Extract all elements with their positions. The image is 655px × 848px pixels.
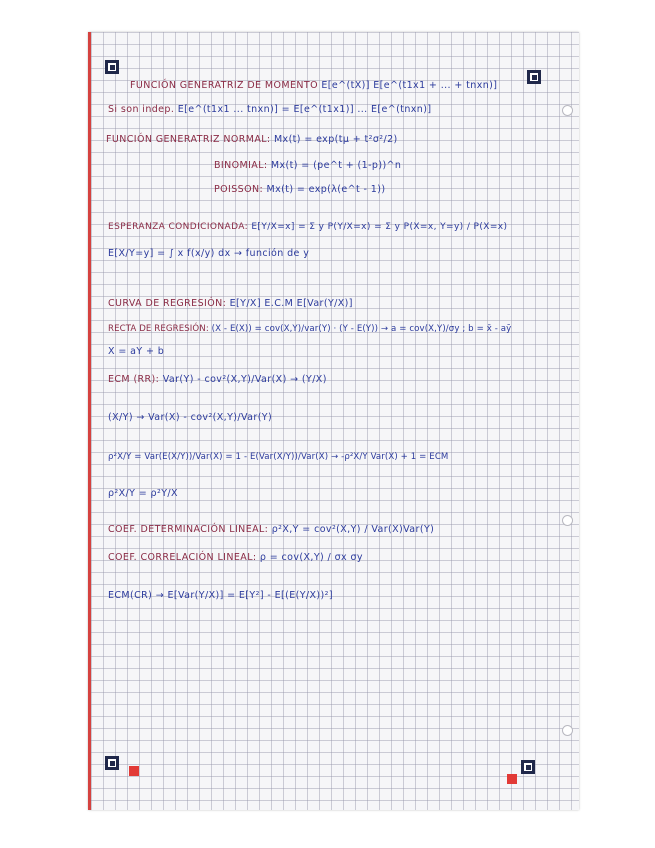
note-text: Mx(t) = (pe^t + (1-p))^n (267, 160, 402, 171)
corner-marker-bottom-left (105, 756, 119, 770)
note-label: BINOMIAL: (214, 160, 268, 171)
note-label: FUNCIÓN GENERATRIZ DE MOMENTO (130, 80, 318, 91)
note-line-12 (108, 412, 272, 423)
note-label: RECTA DE REGRESIÓN: (108, 324, 209, 334)
note-line-3 (106, 134, 398, 145)
note-label: COEF. CORRELACIÓN LINEAL: (108, 552, 257, 563)
note-text: ρ = cov(X,Y) / σx σy (256, 552, 363, 563)
note-label: POISSON: (214, 184, 264, 195)
note-text: (X/Y) → Var(X) - cov²(X,Y)/Var(Y) (108, 412, 273, 423)
corner-marker-bottom-right (521, 760, 535, 774)
red-corner-square-left (129, 766, 139, 776)
note-text: E[Y/X=x] = Σ y P(Y/X=x) = Σ y P(X=x, Y=y) / P(X=x) (248, 222, 508, 232)
note-text: ρ²X/Y = Var(E(X/Y))/Var(X) = 1 - E(Var(X/Y))/Var(X) → -ρ²X/Y Var(X) + 1 = ECM (108, 452, 449, 462)
note-label: CURVA DE REGRESIÓN: (108, 298, 227, 309)
note-text: E[e^(tX)] E[e^(t1x1 + ... + tnxn)] (317, 80, 498, 91)
note-label: Si son indep. (108, 104, 175, 115)
note-line-6 (108, 222, 507, 232)
note-text: Mx(t) = exp(λ(e^t - 1)) (263, 184, 386, 195)
note-label: FUNCIÓN GENERATRIZ NORMAL: (106, 134, 271, 145)
note-text: Mx(t) = exp(tμ + t²σ²/2) (270, 134, 398, 145)
note-line-10 (108, 346, 164, 357)
note-text: (X - E(X)) = cov(X,Y)/var(Y) · (Y - E(Y)) → a = cov(X,Y)/σy ; b = x̄ - aȳ (208, 324, 512, 334)
note-text: X = aY + b (108, 346, 165, 357)
note-text: E[X/Y=y] = ∫ x f(x/y) dx → función de y (108, 248, 310, 259)
binder-hole-bottom (562, 725, 573, 736)
note-label: ECM (RR): (108, 374, 160, 385)
corner-marker-top-left (105, 60, 119, 74)
note-line-15 (108, 524, 434, 535)
corner-marker-top-right (527, 70, 541, 84)
note-line-2 (108, 104, 431, 115)
note-line-8 (108, 298, 353, 309)
binder-hole-top (562, 105, 573, 116)
note-line-4 (214, 160, 401, 171)
note-line-9 (108, 324, 511, 334)
note-line-5 (214, 184, 385, 195)
red-corner-square-right (507, 774, 517, 784)
note-text: Var(Y) - cov²(X,Y)/Var(X) → (Y/X) (159, 374, 327, 385)
note-text: ρ²X,Y = cov²(X,Y) / Var(X)Var(Y) (268, 524, 435, 535)
note-text: E[Y/X] E.C.M E[Var(Y/X)] (226, 298, 353, 309)
note-text: ρ²X/Y = ρ²Y/X (108, 488, 178, 499)
note-line-14 (108, 488, 178, 499)
note-label: COEF. DETERMINACIÓN LINEAL: (108, 524, 269, 535)
note-text: E[e^(t1x1 ... tnxn)] = E[e^(t1x1)] ... E[e^(tnxn)] (174, 104, 432, 115)
note-line-13 (108, 452, 448, 462)
note-label: ESPERANZA CONDICIONADA: (108, 222, 249, 232)
note-line-16 (108, 552, 363, 563)
note-line-17 (108, 590, 333, 601)
note-line-7 (108, 248, 309, 259)
binder-hole-middle (562, 515, 573, 526)
note-line-11 (108, 374, 327, 385)
note-text: ECM(CR) → E[Var(Y/X)] = E[Y²] - E[(E(Y/X))²] (108, 590, 333, 601)
note-line-1 (130, 80, 497, 91)
